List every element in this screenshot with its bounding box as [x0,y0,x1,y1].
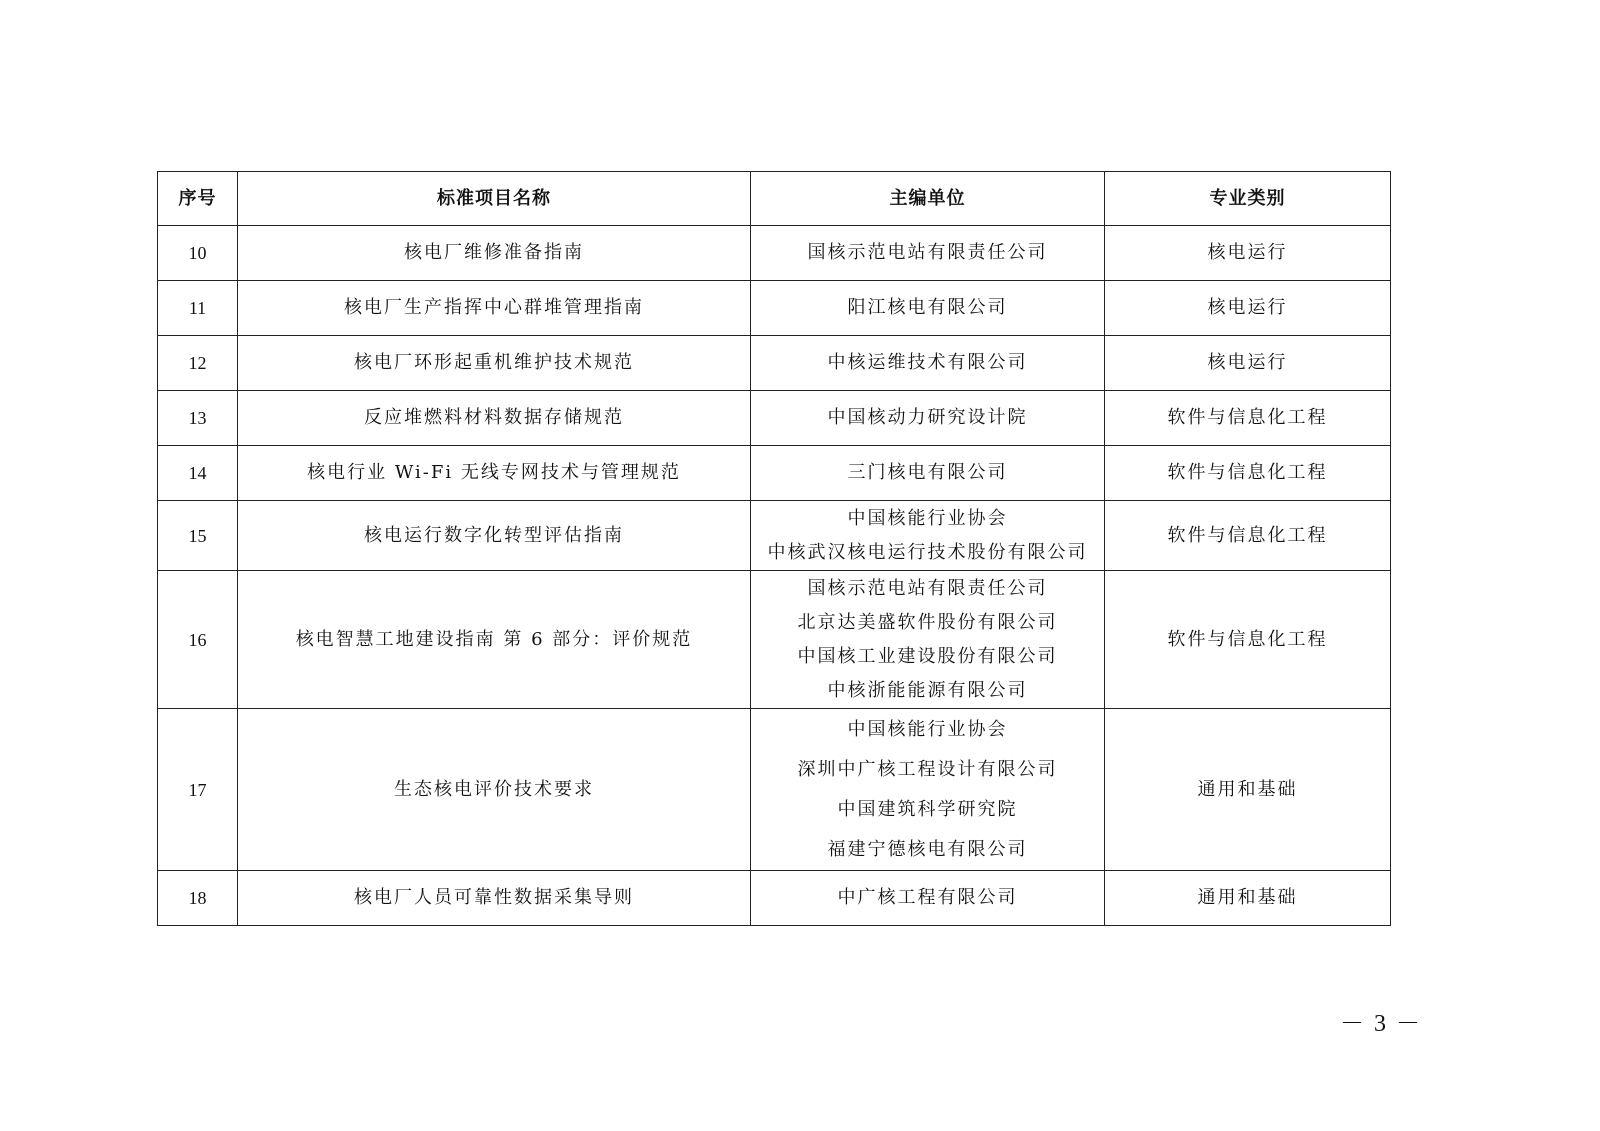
table-row [158,446,1391,501]
chief-editor-unit: 中广核工程有限公司 [837,887,1018,908]
chief-editor-unit: 中核运维技术有限公司 [827,352,1028,373]
cell-chief-editor-units [751,446,1105,501]
cell-project-name: 反应堆燃料材料数据存储规范 [238,391,751,446]
chief-editor-unit: 国核示范电站有限责任公司 [807,577,1048,599]
table-row [158,336,1391,391]
cell-category: 通用和基础 [1105,871,1391,926]
table-row [158,871,1391,926]
chief-editor-unit: 深圳中广核工程设计有限公司 [797,758,1058,780]
table-row [158,709,1391,871]
cell-serial-number: 13 [158,391,238,446]
cell-chief-editor-units [751,571,1105,709]
chief-editor-unit: 国核示范电站有限责任公司 [807,242,1048,263]
header-project-name: 标准项目名称 [238,172,751,226]
cell-category: 核电运行 [1105,281,1391,336]
chief-editor-unit: 北京达美盛软件股份有限公司 [797,611,1058,633]
cell-project-name: 核电运行数字化转型评估指南 [238,501,751,571]
cell-chief-editor-units [751,336,1105,391]
cell-serial-number: 12 [158,336,238,391]
cell-project-name: 核电智慧工地建设指南 第 6 部分：评价规范 [238,571,751,709]
cell-serial-number: 18 [158,871,238,926]
cell-category: 核电运行 [1105,336,1391,391]
table-row [158,391,1391,446]
chief-editor-unit: 中国核能行业协会 [847,718,1008,740]
chief-editor-unit: 中国核能行业协会 [847,507,1008,529]
cell-category: 核电运行 [1105,226,1391,281]
cell-serial-number: 16 [158,571,238,709]
table-header-row [158,172,1391,226]
cell-serial-number: 17 [158,709,238,871]
chief-editor-unit: 中核浙能能源有限公司 [827,679,1028,701]
page-number: － 3 － [1340,1011,1422,1037]
cell-category: 软件与信息化工程 [1105,571,1391,709]
chief-editor-unit: 阳江核电有限公司 [847,297,1008,318]
cell-project-name: 核电厂人员可靠性数据采集导则 [238,871,751,926]
cell-chief-editor-units [751,226,1105,281]
header-category: 专业类别 [1105,172,1391,226]
cell-chief-editor-units [751,391,1105,446]
header-serial-number: 序号 [158,172,238,226]
chief-editor-unit: 福建宁德核电有限公司 [827,838,1028,860]
cell-category: 软件与信息化工程 [1105,501,1391,571]
cell-project-name: 核电厂生产指挥中心群堆管理指南 [238,281,751,336]
cell-project-name: 生态核电评价技术要求 [238,709,751,871]
cell-category: 软件与信息化工程 [1105,446,1391,501]
table-row [158,571,1391,709]
cell-project-name: 核电行业 Wi-Fi 无线专网技术与管理规范 [238,446,751,501]
chief-editor-unit: 中国核工业建设股份有限公司 [797,645,1058,667]
cell-chief-editor-units [751,281,1105,336]
cell-chief-editor-units [751,709,1105,871]
table-row [158,281,1391,336]
table-body [158,226,1391,926]
cell-category: 软件与信息化工程 [1105,391,1391,446]
standards-table [157,171,1391,926]
cell-project-name: 核电厂环形起重机维护技术规范 [238,336,751,391]
chief-editor-unit: 中国核动力研究设计院 [827,407,1028,428]
header-chief-editor-unit: 主编单位 [751,172,1105,226]
table-row [158,501,1391,571]
cell-chief-editor-units [751,501,1105,571]
cell-serial-number: 11 [158,281,238,336]
chief-editor-unit: 三门核电有限公司 [847,462,1008,483]
cell-category: 通用和基础 [1105,709,1391,871]
table-row [158,226,1391,281]
cell-project-name: 核电厂维修准备指南 [238,226,751,281]
chief-editor-unit: 中国建筑科学研究院 [837,798,1018,820]
chief-editor-unit: 中核武汉核电运行技术股份有限公司 [767,541,1088,563]
cell-serial-number: 14 [158,446,238,501]
cell-serial-number: 10 [158,226,238,281]
cell-chief-editor-units [751,871,1105,926]
cell-serial-number: 15 [158,501,238,571]
